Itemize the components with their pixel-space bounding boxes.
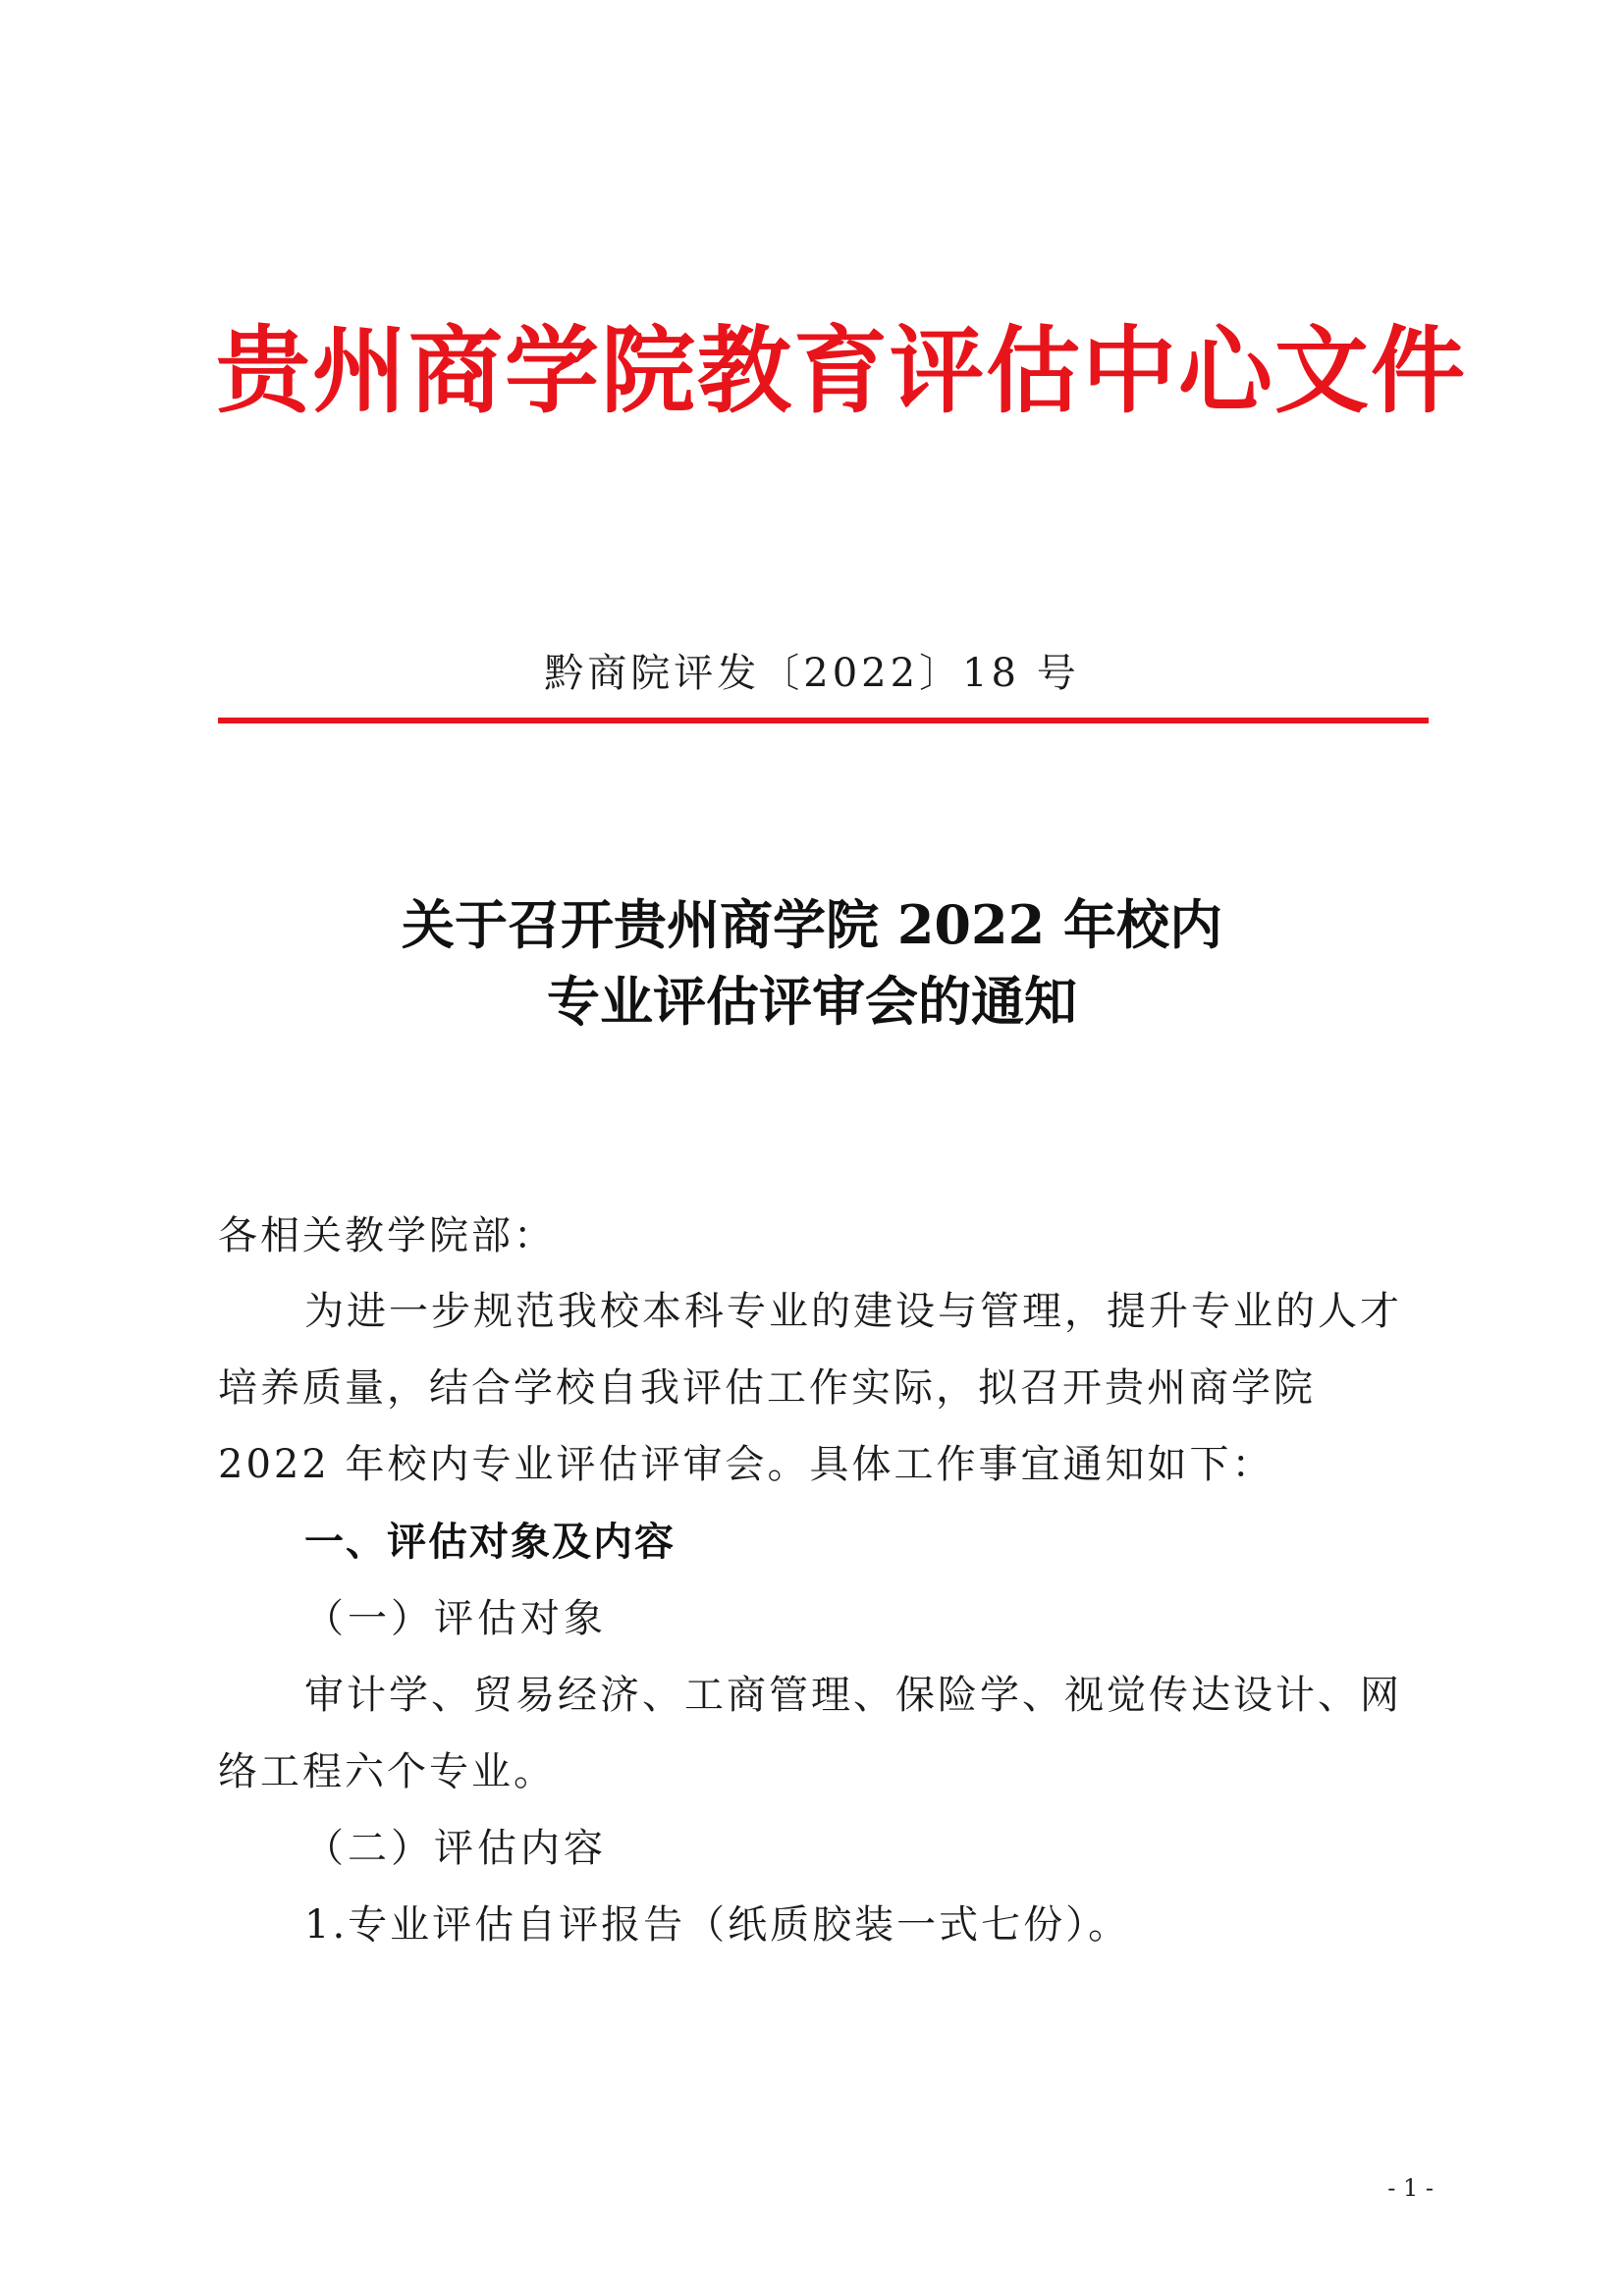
notice-title-line-1: 关于召开贵州商学院 2022 年校内 <box>402 893 1222 956</box>
list-item-1: 1.专业评估自评报告（纸质胶装一式七份）。 <box>304 1902 1131 1948</box>
red-divider-line <box>218 718 1429 723</box>
document-number: 黔商院评发〔2022〕18 号 <box>544 651 1080 696</box>
subsection-2-heading: （二）评估内容 <box>304 1826 607 1871</box>
subsection-1-heading: （一）评估对象 <box>304 1596 607 1641</box>
subsection-1-text: 审计学、贸易经济、工商管理、保险学、视觉传达设计、网络工程六个专业。 <box>218 1673 1402 1794</box>
notice-title <box>0 886 1624 1040</box>
page-number: - 1 - <box>1387 2174 1434 2202</box>
masthead-title: 贵州商学院教育评估中心文件 <box>216 315 1467 426</box>
intro-paragraph: 为进一步规范我校本科专业的建设与管理，提升专业的人才培养质量，结合学校自我评估工作实际，拟召开贵州商学院 2022 年校内专业评估评审会。具体工作事宜通知如下： <box>218 1289 1402 1487</box>
notice-title-line-2: 专业评估评审会的通知 <box>547 970 1077 1033</box>
section-1-heading: 一、评估对象及内容 <box>304 1520 676 1565</box>
salutation: 各相关教学院部： <box>218 1213 556 1258</box>
